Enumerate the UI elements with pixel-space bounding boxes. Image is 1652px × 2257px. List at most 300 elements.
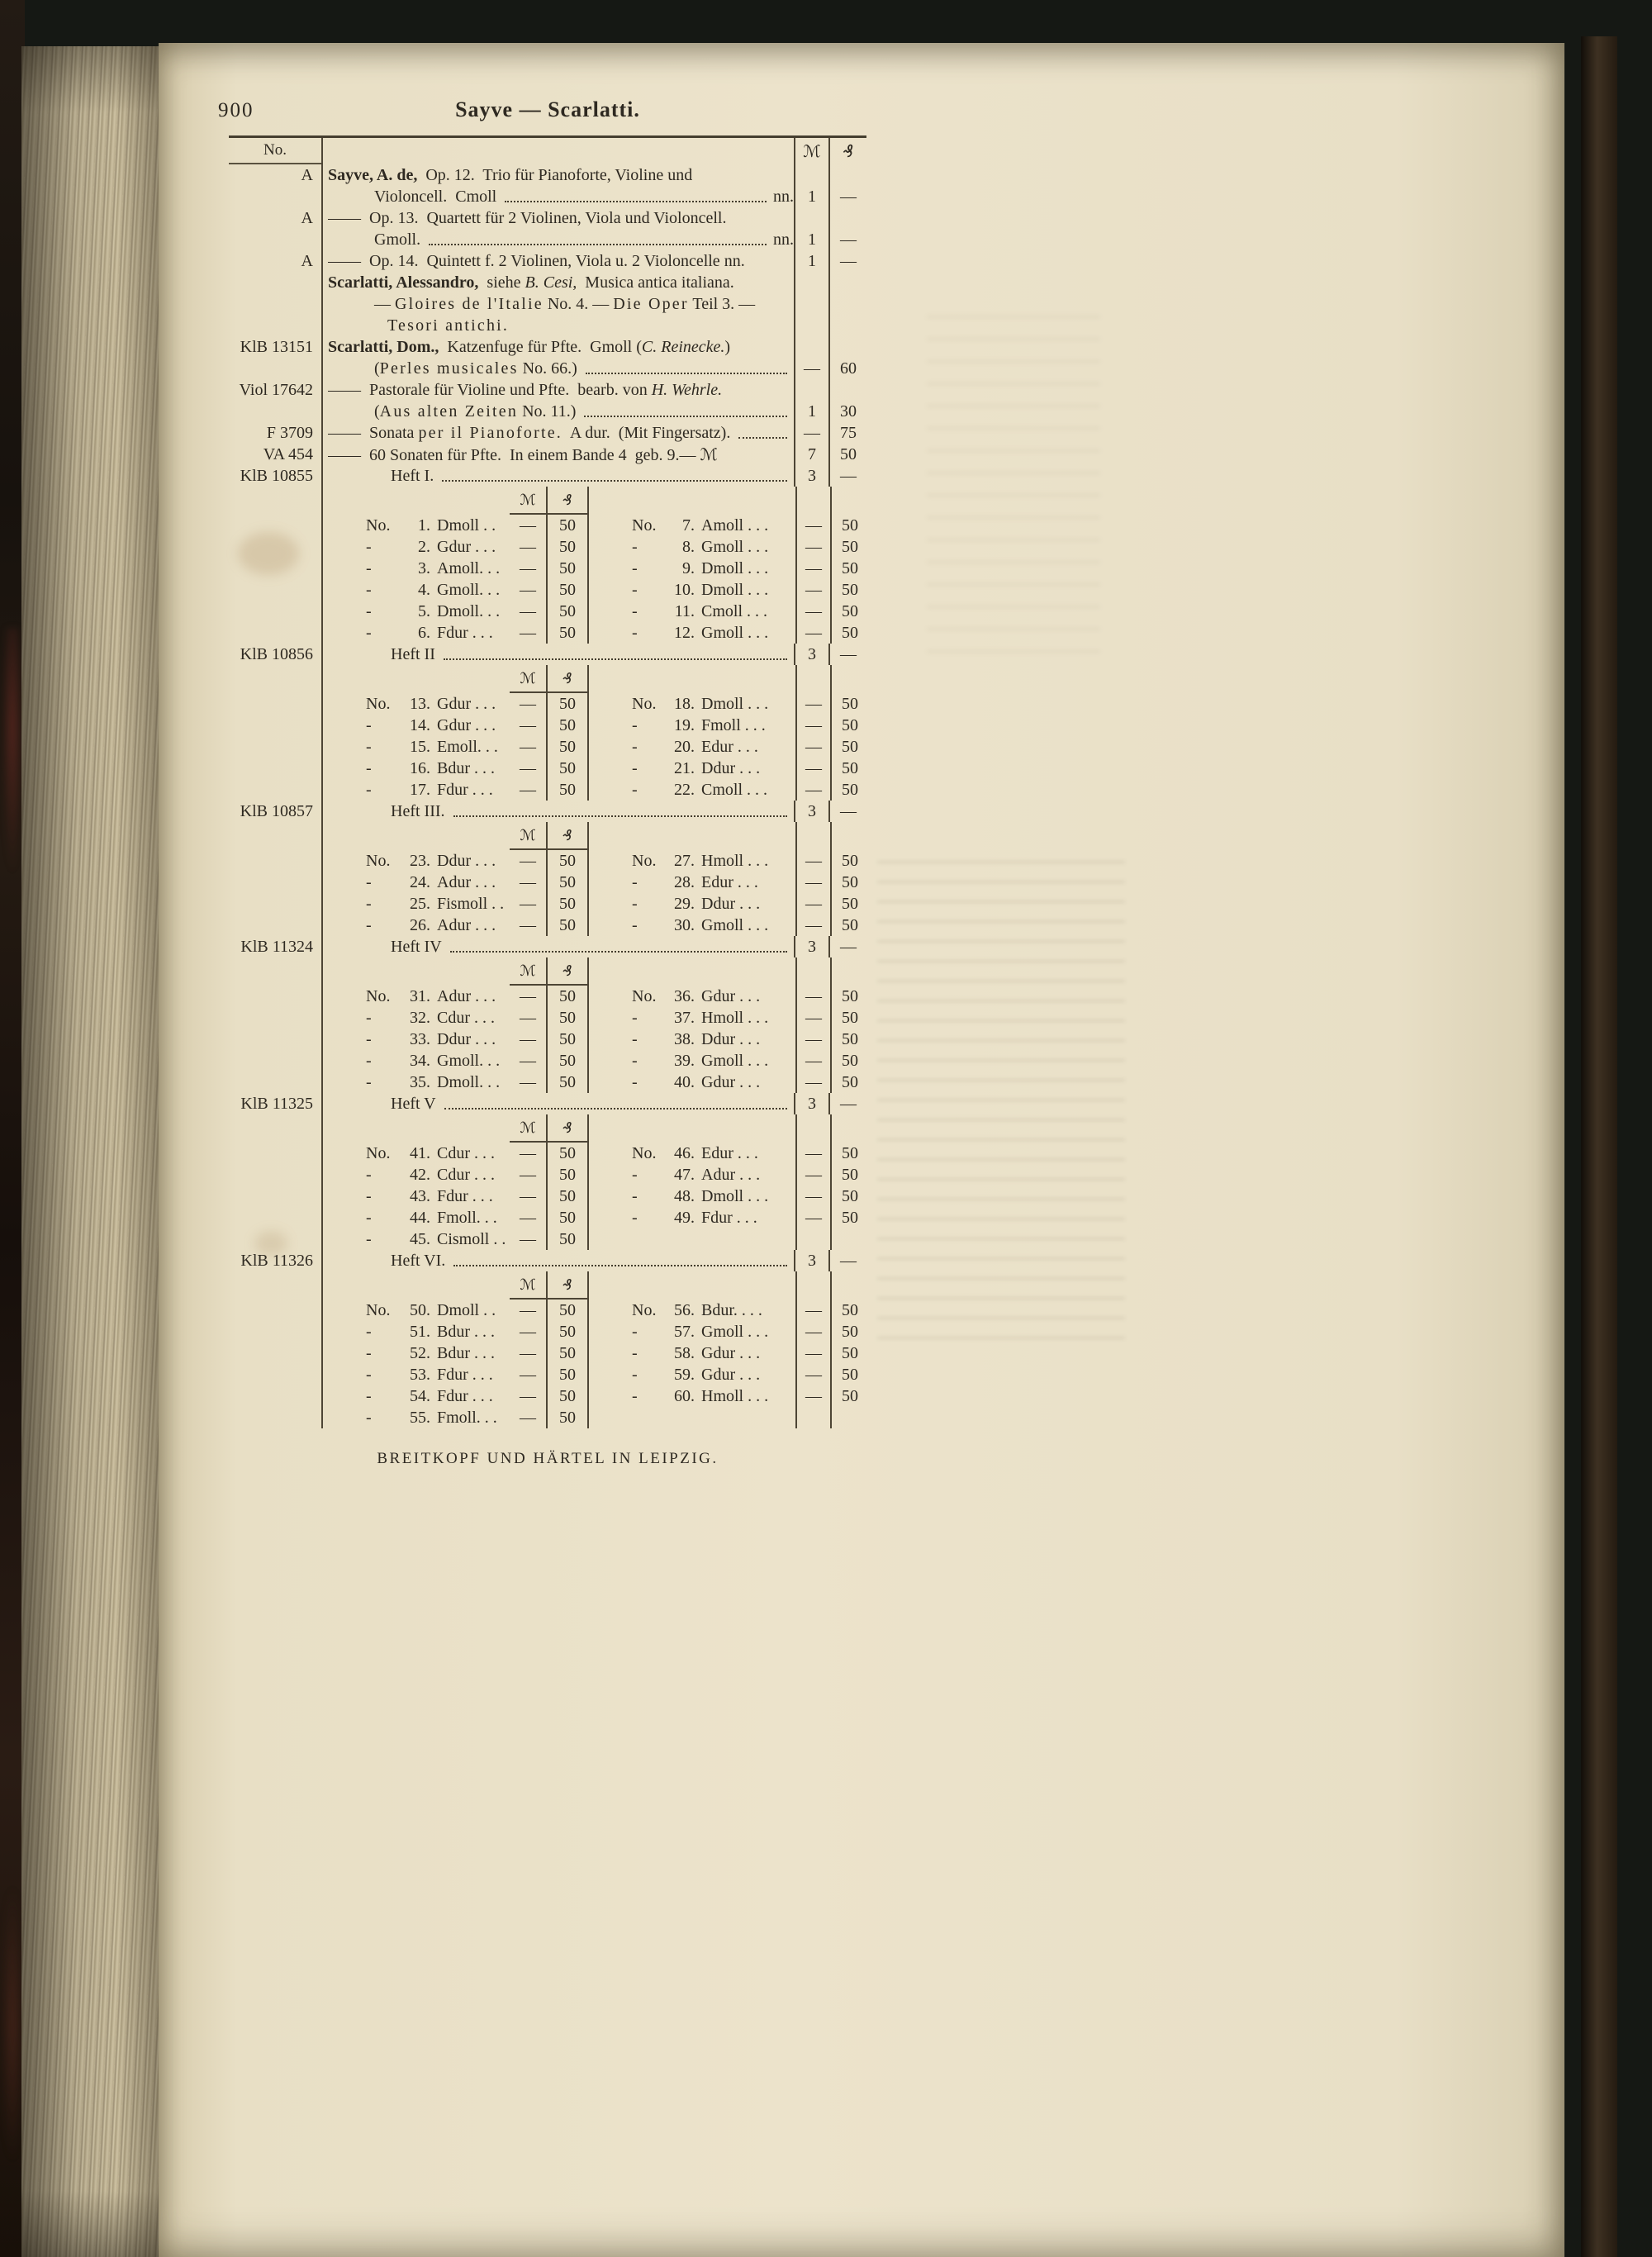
spacer (323, 515, 366, 536)
text-segment: —— Op. 13. Quartett für 2 Violinen, Viola und Violoncell. (328, 209, 727, 227)
spacer (323, 665, 366, 693)
sonata-prefix: - (366, 1366, 372, 1384)
bleedthrough-ghost (877, 861, 1125, 1340)
price-pfennig: — (828, 1250, 866, 1271)
sonata-prefix: No. (632, 695, 657, 713)
sonata-subtable (229, 487, 866, 644)
sonata-price-mark: — (795, 1186, 830, 1207)
sonata-price-mark: — (795, 1050, 830, 1071)
sonata-price-mark: — (520, 1166, 536, 1184)
spacer (323, 1050, 366, 1071)
catalog-entry-row (229, 336, 866, 379)
spacer (323, 893, 366, 915)
sonata-prefix: No. (632, 987, 657, 1005)
spacer (667, 487, 695, 515)
price-pfennig: — (828, 465, 866, 487)
catalog-rows (229, 164, 866, 1428)
text-segment: No. 11.) (518, 402, 577, 421)
text-segment: Aus alten Zeiten (379, 402, 519, 421)
sonata-row (323, 779, 866, 801)
half-divider (587, 693, 632, 715)
spacer (695, 957, 795, 986)
sonata-prefix: - (366, 1323, 372, 1341)
sonata-price-pfennig: 50 (830, 850, 868, 872)
sonata-price-pfennig: 50 (830, 1071, 868, 1093)
sonata-price-pfennig: 50 (546, 1228, 587, 1250)
sonata-row (323, 1186, 866, 1207)
half-divider (587, 579, 632, 601)
sonata-prefix: - (366, 1387, 372, 1405)
half-divider (587, 1186, 632, 1207)
text-segment: ( (374, 402, 380, 421)
sonata-price-pfennig: 50 (830, 693, 868, 715)
half-divider (587, 1271, 632, 1300)
sonata-prefix: No. (632, 1144, 657, 1162)
subtable-grid (321, 1114, 866, 1250)
sonata-price-mark: — (520, 1144, 536, 1162)
spacer (401, 957, 430, 986)
sonata-prefix: - (366, 538, 372, 556)
entry-text (321, 465, 794, 487)
sonata-prefix: - (632, 1166, 638, 1184)
text-segment: Scarlatti, Alessandro, (328, 273, 479, 292)
sonata-price-pfennig: 50 (546, 1050, 587, 1071)
spacer (401, 822, 430, 850)
sonata-row (323, 1007, 866, 1029)
half-divider (587, 1228, 632, 1250)
spacer (695, 487, 795, 515)
sonata-number: 15. (410, 738, 430, 756)
sonata-number: 19. (674, 716, 695, 734)
mark-symbol-small: ℳ (510, 665, 546, 693)
sonata-prefix: - (366, 1230, 372, 1248)
half-divider (587, 1207, 632, 1228)
sonata-prefix: No. (632, 852, 657, 870)
column-header-pfennig: ₰ (828, 138, 866, 164)
entry-text (321, 936, 794, 957)
sonata-number: 5. (418, 602, 430, 620)
spacer (430, 1271, 510, 1300)
subtable-number-spacer (229, 1114, 321, 1250)
sonata-number: 9. (682, 559, 695, 577)
sonata-prefix: - (632, 1323, 638, 1341)
entry-text (321, 1093, 794, 1114)
sonata-number: 55. (410, 1409, 430, 1427)
spacer (323, 1300, 366, 1321)
pfennig-symbol-small: ₰ (546, 822, 587, 850)
sonata-prefix: - (632, 873, 638, 891)
sonata-price-pfennig: 50 (546, 986, 587, 1007)
sonata-price-mark: — (795, 1385, 830, 1407)
page-number: 900 (218, 99, 254, 121)
sonata-price-pfennig: 50 (546, 1342, 587, 1364)
spacer (401, 665, 430, 693)
running-head: Sayve — Scarlatti. (455, 97, 640, 121)
subtable-number-spacer (229, 487, 321, 644)
entry-text-line (328, 186, 794, 207)
sonata-price-mark: — (795, 1300, 830, 1321)
dot-leader (738, 437, 787, 439)
sonata-key: Amoll. . . (437, 559, 501, 577)
sonata-key: Fdur . . . (437, 624, 493, 642)
sonata-prefix: - (632, 1073, 638, 1091)
sonata-price-mark: — (520, 1387, 536, 1405)
spacer (430, 487, 510, 515)
entry-catalog-number: A (301, 209, 313, 227)
entry-text (321, 207, 794, 250)
sonata-number: 48. (674, 1187, 695, 1205)
text-segment: A dur. (Mit Fingersatz). (563, 424, 731, 442)
entry-text (321, 379, 794, 422)
mark-symbol-small: ℳ (510, 957, 546, 986)
line-suffix: nn. (773, 230, 794, 249)
half-divider (587, 850, 632, 872)
sonata-price-pfennig (830, 1407, 868, 1428)
spacer (323, 487, 366, 515)
half-divider (587, 1300, 632, 1321)
entry-text (321, 422, 794, 444)
price-mark: 3 (794, 1250, 828, 1271)
entry-text-line (328, 207, 794, 229)
sonata-price-mark: — (520, 1009, 536, 1027)
sonata-price-mark: — (795, 1029, 830, 1050)
catalog-entry-row (229, 207, 866, 250)
sonata-number: 1. (418, 516, 430, 535)
price-mark: 1 (794, 379, 828, 422)
sonata-key: Edur . . . (701, 738, 758, 756)
mark-symbol-small: ℳ (510, 822, 546, 850)
bleedthrough-ghost (927, 316, 1100, 663)
sonata-price-pfennig (830, 1228, 868, 1250)
sonata-prefix: - (366, 716, 372, 734)
text-segment: No. 4. — (543, 295, 614, 313)
sonata-key: Dmoll . . . (701, 559, 769, 577)
sonata-prefix: - (366, 581, 372, 599)
sonata-price-pfennig: 50 (546, 779, 587, 801)
spacer (695, 822, 795, 850)
sonata-number: 27. (674, 852, 695, 870)
sonata-subtable (229, 1271, 866, 1428)
sonata-prefix: - (366, 895, 372, 913)
spacer (323, 1114, 366, 1143)
sonata-prefix: - (366, 1409, 372, 1427)
price-mark: 3 (794, 936, 828, 957)
sonata-prefix: - (366, 1030, 372, 1048)
sonata-price-mark: — (520, 1323, 536, 1341)
sonata-price-mark: — (520, 873, 536, 891)
mark-symbol-small: ℳ (510, 487, 546, 515)
sonata-prefix: No. (366, 852, 391, 870)
sonata-price-mark: — (520, 581, 536, 599)
text-segment: ℳ (700, 444, 718, 464)
sonata-number: 3. (418, 559, 430, 577)
price-pfennig: 75 (828, 422, 866, 444)
spacer (830, 957, 868, 986)
sonata-key (695, 1228, 795, 1250)
catalog-entry-row (229, 444, 866, 465)
sonata-number: 36. (674, 987, 695, 1005)
sonata-price-pfennig: 50 (830, 715, 868, 736)
page-edges-stack (21, 46, 159, 2257)
heft-label-line (328, 1093, 794, 1114)
spacer (366, 822, 401, 850)
sonata-number: 12. (674, 624, 695, 642)
price-mark: 1 (794, 164, 828, 207)
sonata-price-pfennig: 50 (546, 1364, 587, 1385)
sonata-price-mark: — (520, 516, 536, 535)
dot-leader (450, 951, 787, 953)
table-header-row (229, 138, 866, 164)
entry-catalog-number: Viol 17642 (239, 381, 313, 399)
sonata-number: 47. (674, 1166, 695, 1184)
price-pfennig: 30 (828, 379, 866, 422)
sonata-price-pfennig: 50 (830, 872, 868, 893)
text-segment: B. Cesi, (525, 273, 577, 292)
half-divider (587, 822, 632, 850)
half-divider (587, 872, 632, 893)
subtable-grid (321, 957, 866, 1093)
sonata-key: Adur . . . (437, 987, 496, 1005)
sonata-number: 37. (674, 1009, 695, 1027)
dot-leader (453, 815, 787, 817)
sonata-price-pfennig: 50 (546, 515, 587, 536)
heft-label: Heft V (391, 1095, 436, 1113)
sonata-key: Edur . . . (701, 1144, 758, 1162)
sonata-row (323, 1071, 866, 1093)
sonata-price-pfennig: 50 (546, 579, 587, 601)
sonata-key: Bdur. . . . (701, 1301, 762, 1319)
sonata-price-pfennig: 50 (830, 1385, 868, 1407)
spacer (695, 665, 795, 693)
sonata-price-pfennig: 50 (546, 758, 587, 779)
sonata-price-pfennig: 50 (830, 1164, 868, 1186)
sonata-prefix: - (366, 1187, 372, 1205)
catalog-entry-row (229, 379, 866, 422)
sonata-key: Amoll . . . (701, 516, 769, 535)
sonata-row (323, 872, 866, 893)
sonata-price-pfennig: 50 (546, 1321, 587, 1342)
half-divider (587, 758, 632, 779)
entry-catalog-number: KlB 13151 (240, 338, 313, 356)
spacer (795, 1114, 830, 1143)
sonata-price-pfennig: 50 (830, 1143, 868, 1164)
sonata-number: 20. (674, 738, 695, 756)
catalog-entry-row (229, 250, 866, 272)
entry-catalog-number: KlB 11324 (240, 938, 313, 956)
sonata-price-pfennig: 50 (546, 893, 587, 915)
sonata-number: 38. (674, 1030, 695, 1048)
subtable-header-row (323, 957, 866, 986)
sonata-prefix: - (366, 1052, 372, 1070)
sonata-price-mark: — (795, 693, 830, 715)
text-segment: Tesori antichi. (387, 316, 510, 335)
sonata-prefix: - (632, 916, 638, 934)
sonata-key: Gdur . . . (701, 1366, 761, 1384)
sonata-prefix: - (632, 1009, 638, 1027)
sonata-price-mark: — (795, 622, 830, 644)
sonata-price-mark: — (795, 579, 830, 601)
sonata-prefix: - (366, 624, 372, 642)
entry-text (321, 272, 794, 336)
sonata-price-mark: — (520, 1187, 536, 1205)
text-segment: Sayve, A. de, (328, 166, 418, 184)
sonata-key: Cismoll . . (437, 1230, 506, 1248)
heft-heading-row (229, 801, 866, 822)
spacer (323, 822, 366, 850)
sonata-price-mark: — (520, 602, 536, 620)
text-segment: —— Pastorale für Violine und Pfte. bearb. von (328, 381, 652, 399)
sonata-row (323, 1228, 866, 1250)
heft-label: Heft VI. (391, 1252, 446, 1270)
spacer (323, 850, 366, 872)
price-mark: — (794, 336, 828, 379)
spacer (632, 957, 667, 986)
sonata-key: Hmoll . . . (701, 852, 769, 870)
spacer (323, 1385, 366, 1407)
sonata-price-mark: — (520, 624, 536, 642)
text-segment: ) (724, 338, 731, 356)
sonata-price-mark: — (795, 915, 830, 936)
sonata-row (323, 1050, 866, 1071)
sonata-price-mark: — (795, 986, 830, 1007)
sonata-price-mark: — (520, 1344, 536, 1362)
sonata-key: Bdur . . . (437, 1344, 495, 1362)
text-segment: — (374, 295, 395, 313)
sonata-subtable (229, 1114, 866, 1250)
sonata-key: Ddur . . . (701, 759, 761, 777)
sonata-row (323, 758, 866, 779)
subtable-grid (321, 822, 866, 936)
column-header-mark: ℳ (794, 138, 828, 164)
sonata-prefix: - (366, 1209, 372, 1227)
text-segment: Op. 12. Trio für Pianoforte, Violine und (417, 166, 693, 184)
sonata-price-mark: — (795, 850, 830, 872)
sonata-prefix: - (366, 1166, 372, 1184)
sonata-price-mark: — (520, 1030, 536, 1048)
sonata-price-pfennig: 50 (546, 1385, 587, 1407)
sonata-price-mark: — (520, 759, 536, 777)
sonata-row (323, 1385, 866, 1407)
sonata-number: 22. (674, 781, 695, 799)
sonata-price-mark: — (795, 536, 830, 558)
sonata-price-mark: — (520, 559, 536, 577)
entry-text (321, 801, 794, 822)
sonata-prefix: - (632, 781, 638, 799)
pfennig-symbol-small: ₰ (546, 665, 587, 693)
sonata-prefix: - (632, 581, 638, 599)
sonata-price-pfennig: 50 (830, 1186, 868, 1207)
sonata-row (323, 1364, 866, 1385)
sonata-key: Cdur . . . (437, 1144, 495, 1162)
dot-leader (505, 201, 767, 202)
sonata-price-pfennig: 50 (546, 736, 587, 758)
sonata-row (323, 1321, 866, 1342)
sonata-prefix: No. (366, 1301, 391, 1319)
sonata-number: 31. (410, 987, 430, 1005)
sonata-price-mark: — (795, 1143, 830, 1164)
sonata-row (323, 736, 866, 758)
text-segment: —— Op. 14. Quintett f. 2 Violinen, Viola u. 2 Violoncelle nn. (328, 252, 745, 270)
sonata-number: 26. (410, 916, 430, 934)
sonata-number: 59. (674, 1366, 695, 1384)
sonata-price-pfennig: 50 (546, 693, 587, 715)
sonata-price-pfennig: 50 (830, 536, 868, 558)
sonata-number: 43. (410, 1187, 430, 1205)
sonata-prefix: - (632, 1344, 638, 1362)
spacer (323, 779, 366, 801)
spacer (323, 758, 366, 779)
half-divider (587, 1029, 632, 1050)
text-segment: C. Reinecke. (641, 338, 725, 356)
entry-catalog-number: A (301, 166, 313, 184)
sonata-number: 52. (410, 1344, 430, 1362)
heft-label: Heft III. (391, 802, 445, 820)
sonata-key: Fmoll. . . (437, 1409, 497, 1427)
subtable-grid (321, 487, 866, 644)
sonata-price-pfennig: 50 (830, 736, 868, 758)
sonata-row (323, 715, 866, 736)
text-segment: —— 60 Sonaten für Pfte. In einem Bande 4 geb. 9.— (328, 446, 700, 464)
spacer (323, 1271, 366, 1300)
sonata-key: Fdur . . . (437, 1366, 493, 1384)
sonata-key: Ddur . . . (701, 895, 761, 913)
spacer (401, 487, 430, 515)
entry-catalog-number: F 3709 (266, 424, 313, 442)
half-divider (587, 915, 632, 936)
spacer (632, 665, 667, 693)
price-pfennig: 50 (828, 444, 866, 465)
sonata-prefix: - (366, 1009, 372, 1027)
sonata-price-mark: — (520, 916, 536, 934)
price-pfennig: — (828, 801, 866, 822)
subtable-grid (321, 665, 866, 801)
sonata-key (695, 1407, 795, 1428)
half-divider (587, 1385, 632, 1407)
sonata-row (323, 558, 866, 579)
sonata-number: 16. (410, 759, 430, 777)
entry-text-line (328, 250, 794, 272)
sonata-key: Ddur . . . (701, 1030, 761, 1048)
sonata-price-mark: — (795, 758, 830, 779)
sonata-price-mark: — (520, 781, 536, 799)
dot-leader (442, 480, 787, 482)
half-divider (587, 715, 632, 736)
half-divider (587, 1407, 632, 1428)
sonata-row (323, 693, 866, 715)
sonata-key: Fdur . . . (701, 1209, 757, 1227)
column-header-spacer (321, 138, 794, 164)
sonata-key: Fmoll. . . (437, 1209, 497, 1227)
sonata-key: Fdur . . . (437, 1387, 493, 1405)
sonata-number: 14. (410, 716, 430, 734)
sonata-key: Gmoll. . . (437, 581, 501, 599)
spacer (323, 957, 366, 986)
sonata-number: 54. (410, 1387, 430, 1405)
publisher-imprint: BREITKOPF UND HÄRTEL IN LEIPZIG. (377, 1450, 719, 1467)
sonata-prefix (632, 1228, 667, 1250)
text-segment: No. 66.) (518, 359, 577, 378)
sonata-price-mark: — (795, 779, 830, 801)
half-divider (587, 1007, 632, 1029)
half-divider (587, 487, 632, 515)
sonata-number: 34. (410, 1052, 430, 1070)
sonata-prefix: - (632, 602, 638, 620)
sonata-key: Cdur . . . (437, 1166, 495, 1184)
text-segment: Scarlatti, Dom., (328, 338, 439, 356)
spacer (323, 1186, 366, 1207)
half-divider (587, 986, 632, 1007)
spacer (695, 1114, 795, 1143)
